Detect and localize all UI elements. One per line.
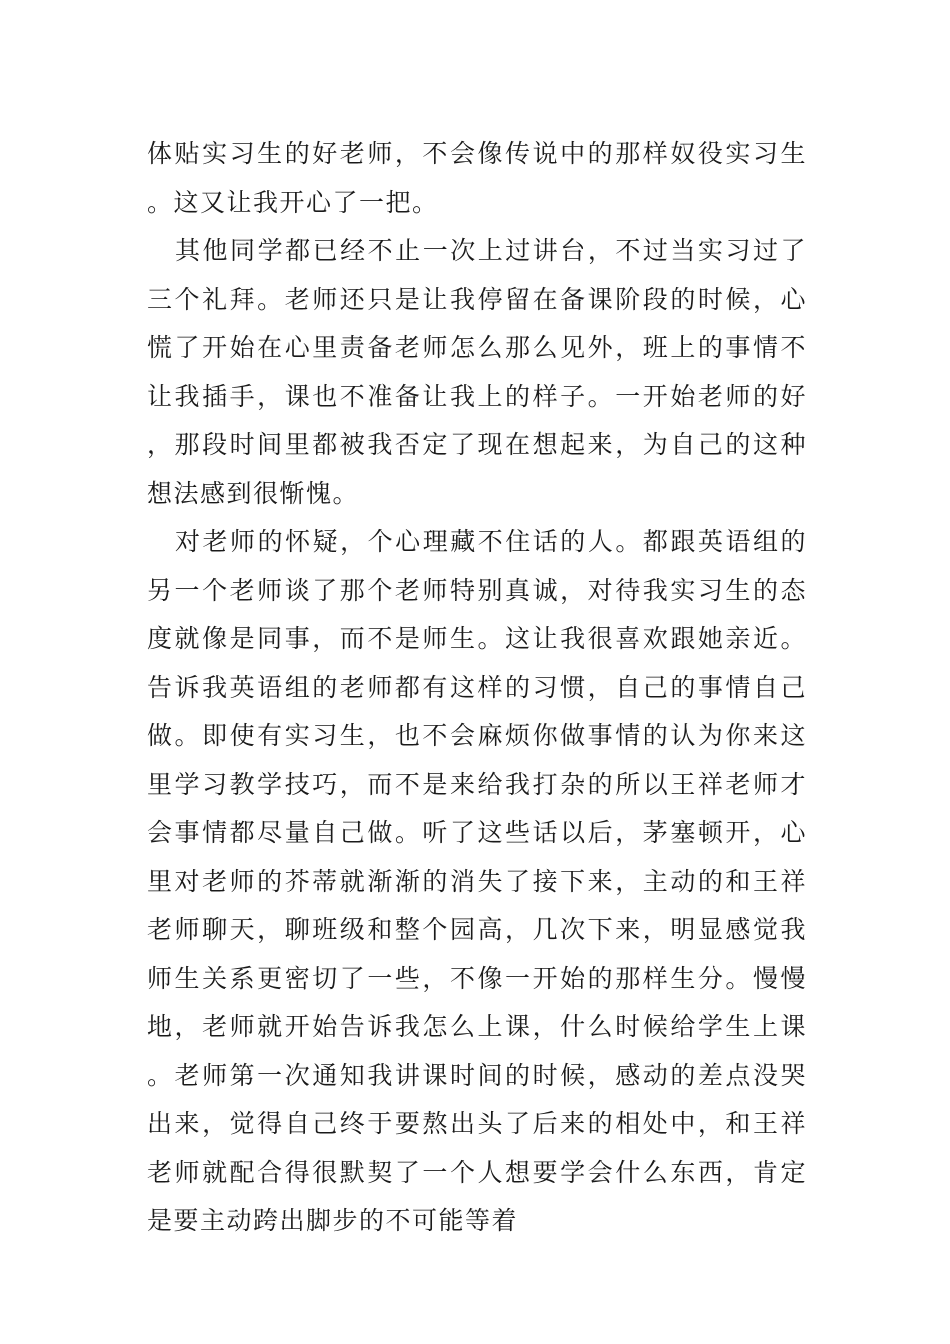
body-text bbox=[147, 130, 807, 1246]
paragraph: 对老师的怀疑，个心理藏不住话的人。都跟英语组的另一个老师谈了那个老师特别真诚，对待我实习生的态度就像是同事，而不是师生。这让我很喜欢跟她亲近。告诉我英语组的老师都有这样的习惯，自己的事情自己做。即使有实习生，也不会麻烦你做事情的认为你来这里学习教学技巧，而不是来给我打杂的所以王祥老师才会事情都尽量自己做。听了这些话以后，茅塞顿开，心里对老师的芥蒂就渐渐的消失了接下来，主动的和王祥老师聊天，聊班级和整个园高，几次下来，明显感觉我师生关系更密切了一些，不像一开始的那样生分。慢慢地，老师就开始告诉我怎么上课，什么时候给学生上课。老师第一次通知我讲课时间的时候，感动的差点没哭出来，觉得自己终于要熬出头了后来的相处中，和王祥老师就配合得很默契了一个人想要学会什么东西，肯定是要主动跨出脚步的不可能等着 bbox=[147, 527, 807, 1235]
paragraph-continued: 体贴实习生的好老师，不会像传说中的那样奴役实习生。这又让我开心了一把。 bbox=[147, 139, 807, 217]
paragraph: 其他同学都已经不止一次上过讲台，不过当实习过了三个礼拜。老师还只是让我停留在备课阶段的时候，心慌了开始在心里责备老师怎么那么见外，班上的事情不让我插手，课也不准备让我上的样子。一开始老师的好，那段时间里都被我否定了现在想起来，为自己的这种想法感到很惭愧。 bbox=[147, 236, 807, 508]
